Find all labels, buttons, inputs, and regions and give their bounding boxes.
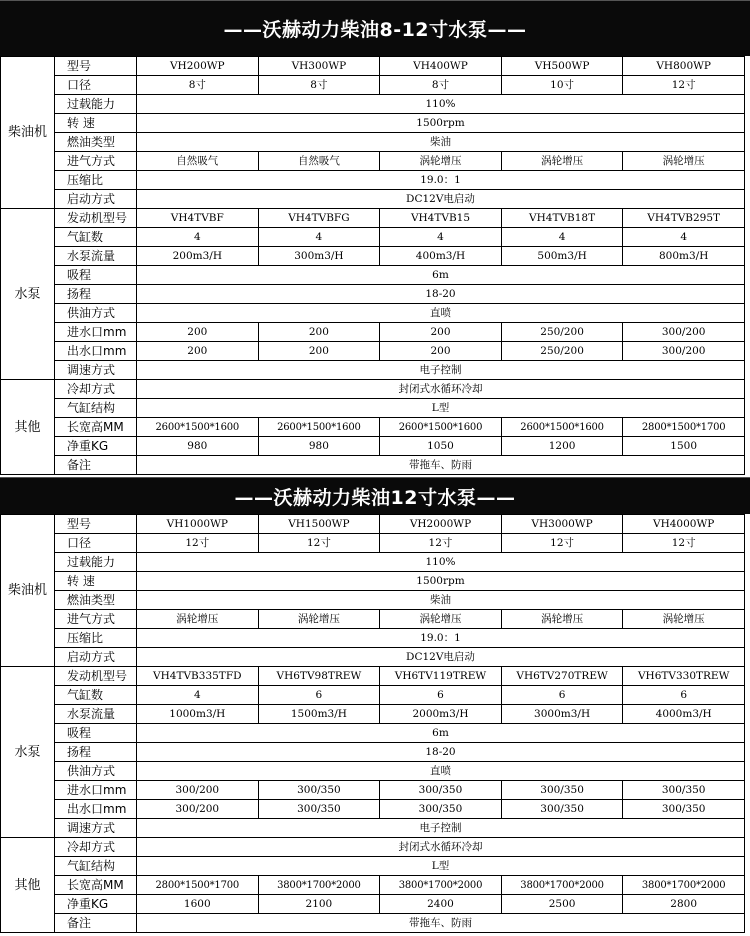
- row-label: 口径: [55, 534, 137, 553]
- row-label: 调速方式: [55, 819, 137, 838]
- value-cell: 涡轮增压: [380, 610, 502, 629]
- spec-table: [0, 56, 745, 475]
- table-row: [1, 418, 745, 437]
- value-cell: 300/200: [137, 800, 259, 819]
- table-row: [1, 724, 745, 743]
- table-row: [1, 553, 745, 572]
- value-cell: 200: [258, 323, 380, 342]
- row-label: 扬程: [55, 285, 137, 304]
- value-cell: 2100: [258, 895, 380, 914]
- merged-value-cell: 柴油: [137, 591, 745, 610]
- table-row: [1, 209, 745, 228]
- merged-value-cell: 电子控制: [137, 819, 745, 838]
- table-row: [1, 57, 745, 76]
- value-cell: 980: [258, 437, 380, 456]
- value-cell: 涡轮增压: [380, 152, 502, 171]
- value-cell: 2600*1500*1600: [380, 418, 502, 437]
- value-cell: 2600*1500*1600: [137, 418, 259, 437]
- merged-value-cell: L型: [137, 399, 745, 418]
- value-cell: 2400: [380, 895, 502, 914]
- table-row: [1, 76, 745, 95]
- section-title: ——沃赫动力柴油12寸水泵——: [234, 486, 516, 509]
- row-label: 气缸结构: [55, 399, 137, 418]
- value-cell: 300/200: [623, 342, 745, 361]
- value-cell: 200: [380, 323, 502, 342]
- row-label: 净重KG: [55, 437, 137, 456]
- table-row: [1, 857, 745, 876]
- value-cell: 12寸: [137, 534, 259, 553]
- row-label: 口径: [55, 76, 137, 95]
- row-label: 启动方式: [55, 648, 137, 667]
- value-cell: 300m3/H: [258, 247, 380, 266]
- value-cell: 10寸: [501, 76, 623, 95]
- table-row: [1, 152, 745, 171]
- value-cell: 200m3/H: [137, 247, 259, 266]
- value-cell: VH4TVBFG: [258, 209, 380, 228]
- value-cell: 自然吸气: [137, 152, 259, 171]
- table-row: [1, 266, 745, 285]
- table-row: [1, 285, 745, 304]
- value-cell: 300/350: [258, 800, 380, 819]
- value-cell: 300/200: [623, 323, 745, 342]
- merged-value-cell: 1500rpm: [137, 572, 745, 591]
- value-cell: 6: [501, 686, 623, 705]
- row-label: 长宽高MM: [55, 418, 137, 437]
- table-row: [1, 914, 745, 933]
- value-cell: VH1000WP: [137, 515, 259, 534]
- value-cell: 12寸: [380, 534, 502, 553]
- section-title: ——沃赫动力柴油8-12寸水泵——: [223, 19, 527, 41]
- value-cell: VH4TVB295T: [623, 209, 745, 228]
- row-label: 出水口mm: [55, 342, 137, 361]
- table-row: [1, 800, 745, 819]
- value-cell: 1200: [501, 437, 623, 456]
- row-label: 水泵流量: [55, 705, 137, 724]
- value-cell: VH1500WP: [258, 515, 380, 534]
- merged-value-cell: 19.0：1: [137, 629, 745, 648]
- value-cell: VH4TVB18T: [501, 209, 623, 228]
- table-row: [1, 762, 745, 781]
- merged-value-cell: 19.0：1: [137, 171, 745, 190]
- value-cell: 1050: [380, 437, 502, 456]
- value-cell: 涡轮增压: [137, 610, 259, 629]
- group-label: 柴油机: [1, 515, 55, 667]
- merged-value-cell: 110%: [137, 95, 745, 114]
- merged-value-cell: DC12V电启动: [137, 648, 745, 667]
- row-label: 冷却方式: [55, 838, 137, 857]
- value-cell: 3800*1700*2000: [501, 876, 623, 895]
- section-title-band: [0, 0, 750, 56]
- merged-value-cell: 1500rpm: [137, 114, 745, 133]
- merged-value-cell: 18-20: [137, 285, 745, 304]
- row-label: 转 速: [55, 572, 137, 591]
- value-cell: 4: [137, 686, 259, 705]
- value-cell: 2600*1500*1600: [501, 418, 623, 437]
- row-label: 过载能力: [55, 553, 137, 572]
- value-cell: 300/350: [623, 800, 745, 819]
- value-cell: VH6TV270TREW: [501, 667, 623, 686]
- table-row: [1, 133, 745, 152]
- row-label: 进气方式: [55, 152, 137, 171]
- value-cell: 800m3/H: [623, 247, 745, 266]
- table-row: [1, 515, 745, 534]
- value-cell: 4: [258, 228, 380, 247]
- row-label: 过载能力: [55, 95, 137, 114]
- table-row: [1, 819, 745, 838]
- row-label: 转 速: [55, 114, 137, 133]
- value-cell: 1500: [623, 437, 745, 456]
- merged-value-cell: 18-20: [137, 743, 745, 762]
- value-cell: VH4TVB335TFD: [137, 667, 259, 686]
- row-label: 长宽高MM: [55, 876, 137, 895]
- merged-value-cell: 带拖车、防雨: [137, 456, 745, 475]
- value-cell: 12寸: [258, 534, 380, 553]
- value-cell: 4000m3/H: [623, 705, 745, 724]
- group-label: 水泵: [1, 209, 55, 380]
- row-label: 气缸数: [55, 228, 137, 247]
- table-row: [1, 171, 745, 190]
- row-label: 水泵流量: [55, 247, 137, 266]
- value-cell: 12寸: [623, 534, 745, 553]
- table-row: [1, 591, 745, 610]
- value-cell: 4: [137, 228, 259, 247]
- table-row: [1, 667, 745, 686]
- table-row: [1, 838, 745, 857]
- row-label: 扬程: [55, 743, 137, 762]
- table-row: [1, 705, 745, 724]
- row-label: 气缸结构: [55, 857, 137, 876]
- table-row: [1, 895, 745, 914]
- value-cell: 250/200: [501, 342, 623, 361]
- table-row: [1, 686, 745, 705]
- merged-value-cell: DC12V电启动: [137, 190, 745, 209]
- value-cell: 4: [380, 228, 502, 247]
- value-cell: 250/200: [501, 323, 623, 342]
- value-cell: 12寸: [623, 76, 745, 95]
- value-cell: 8寸: [258, 76, 380, 95]
- value-cell: 4: [623, 228, 745, 247]
- row-label: 燃油类型: [55, 133, 137, 152]
- value-cell: 6: [258, 686, 380, 705]
- row-label: 气缸数: [55, 686, 137, 705]
- row-label: 进水口mm: [55, 323, 137, 342]
- table-row: [1, 629, 745, 648]
- value-cell: 2500: [501, 895, 623, 914]
- value-cell: 200: [137, 323, 259, 342]
- table-row: [1, 781, 745, 800]
- value-cell: VH6TV119TREW: [380, 667, 502, 686]
- value-cell: 1500m3/H: [258, 705, 380, 724]
- table-row: [1, 114, 745, 133]
- row-label: 压缩比: [55, 171, 137, 190]
- table-row: [1, 743, 745, 762]
- value-cell: VH400WP: [380, 57, 502, 76]
- value-cell: 2600*1500*1600: [258, 418, 380, 437]
- value-cell: 300/350: [501, 781, 623, 800]
- row-label: 调速方式: [55, 361, 137, 380]
- row-label: 出水口mm: [55, 800, 137, 819]
- table-row: [1, 190, 745, 209]
- group-label: 其他: [1, 838, 55, 933]
- value-cell: 6: [623, 686, 745, 705]
- value-cell: VH6TV330TREW: [623, 667, 745, 686]
- value-cell: 300/200: [137, 781, 259, 800]
- table-row: [1, 380, 745, 399]
- row-label: 备注: [55, 456, 137, 475]
- spec-table: [0, 514, 745, 933]
- row-label: 吸程: [55, 724, 137, 743]
- table-row: [1, 437, 745, 456]
- value-cell: 8寸: [380, 76, 502, 95]
- value-cell: 涡轮增压: [623, 152, 745, 171]
- table-row: [1, 610, 745, 629]
- value-cell: 8寸: [137, 76, 259, 95]
- value-cell: 300/350: [501, 800, 623, 819]
- table-row: [1, 361, 745, 380]
- value-cell: 1000m3/H: [137, 705, 259, 724]
- row-label: 供油方式: [55, 762, 137, 781]
- value-cell: 涡轮增压: [623, 610, 745, 629]
- value-cell: 1600: [137, 895, 259, 914]
- value-cell: 300/350: [623, 781, 745, 800]
- row-label: 型号: [55, 515, 137, 534]
- table-row: [1, 456, 745, 475]
- value-cell: 2800*1500*1700: [623, 418, 745, 437]
- row-label: 净重KG: [55, 895, 137, 914]
- value-cell: VH200WP: [137, 57, 259, 76]
- row-label: 发动机型号: [55, 667, 137, 686]
- row-label: 启动方式: [55, 190, 137, 209]
- value-cell: 400m3/H: [380, 247, 502, 266]
- value-cell: VH6TV98TREW: [258, 667, 380, 686]
- value-cell: 200: [380, 342, 502, 361]
- value-cell: VH800WP: [623, 57, 745, 76]
- value-cell: 涡轮增压: [501, 610, 623, 629]
- value-cell: 980: [137, 437, 259, 456]
- group-label: 其他: [1, 380, 55, 475]
- value-cell: 300/350: [380, 800, 502, 819]
- row-label: 供油方式: [55, 304, 137, 323]
- table-row: [1, 648, 745, 667]
- value-cell: 500m3/H: [501, 247, 623, 266]
- table-row: [1, 534, 745, 553]
- row-label: 备注: [55, 914, 137, 933]
- merged-value-cell: 直喷: [137, 762, 745, 781]
- table-row: [1, 247, 745, 266]
- value-cell: VH4000WP: [623, 515, 745, 534]
- value-cell: 涡轮增压: [258, 610, 380, 629]
- row-label: 进气方式: [55, 610, 137, 629]
- value-cell: 300/350: [380, 781, 502, 800]
- value-cell: 3800*1700*2000: [258, 876, 380, 895]
- group-label: 水泵: [1, 667, 55, 838]
- value-cell: VH2000WP: [380, 515, 502, 534]
- value-cell: VH300WP: [258, 57, 380, 76]
- section-title-band: [0, 477, 750, 514]
- row-label: 进水口mm: [55, 781, 137, 800]
- value-cell: VH3000WP: [501, 515, 623, 534]
- group-label: 柴油机: [1, 57, 55, 209]
- value-cell: 2000m3/H: [380, 705, 502, 724]
- value-cell: 自然吸气: [258, 152, 380, 171]
- merged-value-cell: 直喷: [137, 304, 745, 323]
- value-cell: VH500WP: [501, 57, 623, 76]
- table-row: [1, 876, 745, 895]
- table-row: [1, 342, 745, 361]
- value-cell: 6: [380, 686, 502, 705]
- value-cell: 200: [137, 342, 259, 361]
- value-cell: 涡轮增压: [501, 152, 623, 171]
- merged-value-cell: L型: [137, 857, 745, 876]
- merged-value-cell: 6m: [137, 724, 745, 743]
- value-cell: VH4TVBF: [137, 209, 259, 228]
- table-row: [1, 95, 745, 114]
- merged-value-cell: 柴油: [137, 133, 745, 152]
- value-cell: 12寸: [501, 534, 623, 553]
- row-label: 冷却方式: [55, 380, 137, 399]
- value-cell: 2800: [623, 895, 745, 914]
- row-label: 燃油类型: [55, 591, 137, 610]
- merged-value-cell: 带拖车、防雨: [137, 914, 745, 933]
- table-row: [1, 228, 745, 247]
- merged-value-cell: 封闭式水循环冷却: [137, 380, 745, 399]
- table-row: [1, 323, 745, 342]
- table-row: [1, 399, 745, 418]
- value-cell: 4: [501, 228, 623, 247]
- row-label: 发动机型号: [55, 209, 137, 228]
- value-cell: 3800*1700*2000: [380, 876, 502, 895]
- table-row: [1, 572, 745, 591]
- value-cell: 3000m3/H: [501, 705, 623, 724]
- value-cell: 300/350: [258, 781, 380, 800]
- table-row: [1, 304, 745, 323]
- value-cell: VH4TVB15: [380, 209, 502, 228]
- merged-value-cell: 封闭式水循环冷却: [137, 838, 745, 857]
- row-label: 吸程: [55, 266, 137, 285]
- merged-value-cell: 6m: [137, 266, 745, 285]
- value-cell: 3800*1700*2000: [623, 876, 745, 895]
- row-label: 型号: [55, 57, 137, 76]
- merged-value-cell: 电子控制: [137, 361, 745, 380]
- merged-value-cell: 110%: [137, 553, 745, 572]
- value-cell: 2800*1500*1700: [137, 876, 259, 895]
- value-cell: 200: [258, 342, 380, 361]
- row-label: 压缩比: [55, 629, 137, 648]
